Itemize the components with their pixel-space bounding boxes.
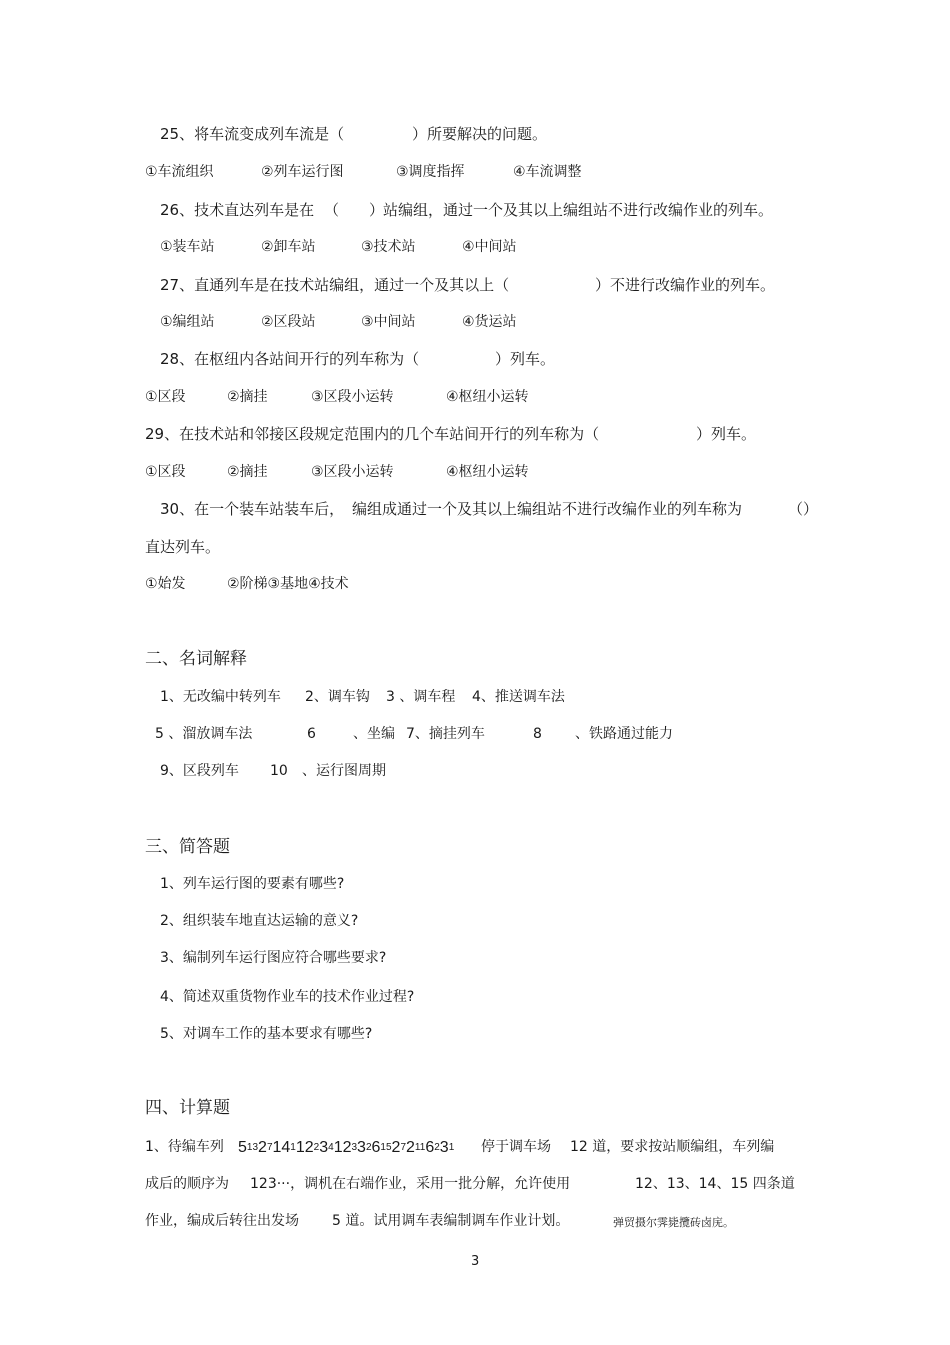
question-2: 2、组织装车地直达运输的意义? <box>160 913 359 929</box>
seq-8: 3 <box>319 1139 329 1156</box>
q25-stem: 25、将车流变成列车流是（ <box>160 125 345 143</box>
calc-p3-note: 弹贸摄尔霁毙攬砖卤庑。 <box>613 1216 734 1229</box>
calc-p2-mid: 123···，调机在右端作业，采用一批分解，允许使用 <box>250 1176 571 1192</box>
q28-tail: ）列车。 <box>495 350 556 368</box>
q29-option-4: ④枢纽小运转 <box>446 464 529 480</box>
q26-option-2: ②卸车站 <box>261 239 316 255</box>
seq-11: 3 <box>351 1142 358 1153</box>
q25-option-4: ④车流调整 <box>513 164 582 180</box>
term-8-text: 、铁路通过能力 <box>575 726 673 742</box>
q29-tail: ）列车。 <box>696 425 757 443</box>
q27-stem: 27、直通列车是在技术站编组，通过一个及其以上（ <box>160 276 510 294</box>
term-3: 3 、调车程 <box>386 689 456 705</box>
seq-12: 3 <box>357 1139 366 1156</box>
term-8-number: 8 <box>533 726 542 742</box>
seq-16: 2 <box>391 1139 401 1156</box>
term-10-number: 10 <box>270 763 288 779</box>
seq-0: 5 <box>238 1139 247 1156</box>
seq-14: 6 <box>371 1139 381 1156</box>
seq-15: 15 <box>380 1142 392 1153</box>
seq-1: 13 <box>246 1142 259 1153</box>
q25-tail: ）所要解决的问题。 <box>412 125 548 143</box>
section2-title: 二、名词解释 <box>145 649 247 669</box>
seq-7: 2 <box>313 1142 320 1153</box>
q30-option-1: ①始发 <box>145 576 186 592</box>
q25-option-3: ③调度指挥 <box>396 164 465 180</box>
q29-option-2: ②摘挂 <box>227 464 268 480</box>
seq-3: 7 <box>266 1142 273 1153</box>
question-3: 3、编制列车运行图应符合哪些要求? <box>160 950 387 966</box>
question-1: 1、列车运行图的要素有哪些? <box>160 876 345 892</box>
seq-2: 2 <box>258 1139 267 1156</box>
q28-stem: 28、在枢纽内各站间开行的列车称为（ <box>160 350 420 368</box>
seq-4: 14 <box>272 1139 291 1156</box>
seq-5: 1 <box>290 1142 296 1153</box>
term-4: 4、推送调车法 <box>472 689 565 705</box>
calc-p1-tail: 12 道，要求按站顺编组，车列编 <box>570 1139 775 1155</box>
q30-paren: （） <box>788 500 819 518</box>
q26-option-3: ③技术站 <box>361 239 416 255</box>
q26-option-4: ④中间站 <box>462 239 517 255</box>
seq-20: 6 <box>425 1139 435 1156</box>
q30-stem: 30、在一个装车站装车后， <box>160 500 345 518</box>
q27-tail: ）不进行改编作业的列车。 <box>595 276 776 294</box>
calc-p2-lead: 成后的顺序为 <box>145 1176 229 1192</box>
q29-option-3: ③区段小运转 <box>311 464 394 480</box>
q28-option-1: ①区段 <box>145 389 186 405</box>
q27-option-4: ④货运站 <box>462 314 517 330</box>
calc-p1-lead: 1、待编车列 <box>145 1139 224 1155</box>
section3-title: 三、简答题 <box>145 837 230 857</box>
calc-p2-tail: 12、13、14、15 四条道 <box>635 1176 795 1192</box>
seq-13: 2 <box>365 1142 372 1153</box>
seq-18: 2 <box>406 1139 415 1156</box>
question-4: 4、简述双重货物作业车的技术作业过程? <box>160 989 415 1005</box>
calc-p3-mid: 5 道。试用调车表编制调车作业计划。 <box>332 1213 570 1229</box>
q26-tail: 站编组，通过一个及其以上编组站不进行改编作业的列车。 <box>383 201 774 219</box>
calc-p3-lead: 作业，编成后转往出发场 <box>145 1213 299 1229</box>
term-5: 5 、溜放调车法 <box>155 726 253 742</box>
seq-9: 4 <box>328 1142 334 1153</box>
q28-option-3: ③区段小运转 <box>311 389 394 405</box>
term-9: 9、区段列车 <box>160 763 239 779</box>
q29-stem: 29、在技术站和邻接区段规定范围内的几个车站间开行的列车称为（ <box>145 425 600 443</box>
term-10-text: 、运行图周期 <box>302 763 386 779</box>
q25-option-1: ①车流组织 <box>145 164 214 180</box>
q27-option-2: ②区段站 <box>261 314 316 330</box>
q25-option-2: ②列车运行图 <box>261 164 344 180</box>
calc-p1-mid: 停于调车场 <box>481 1139 551 1155</box>
term-2: 2、调车钩 <box>305 689 370 705</box>
seq-17: 7 <box>400 1142 407 1153</box>
car-sequence <box>238 1137 454 1160</box>
seq-23: 1 <box>448 1142 455 1153</box>
question-5: 5、对调车工作的基本要求有哪些? <box>160 1026 373 1042</box>
seq-21: 2 <box>434 1142 440 1153</box>
q26-stem: 26、技术直达列车是在 <box>160 201 315 219</box>
q30-option-2: ②阶梯③基地④技术 <box>227 576 349 592</box>
q27-option-1: ①编组站 <box>160 314 215 330</box>
seq-19: 11 <box>414 1142 426 1153</box>
seq-22: 3 <box>439 1139 449 1156</box>
q30-line2: 直达列车。 <box>145 538 221 556</box>
seq-6: 12 <box>295 1139 314 1156</box>
seq-10: 12 <box>333 1139 352 1156</box>
term-7: 7、摘挂列车 <box>406 726 485 742</box>
term-6-text: 、坐编 <box>353 726 395 742</box>
q27-option-3: ③中间站 <box>361 314 416 330</box>
q26-paren: （ ） <box>324 201 385 219</box>
page-number: 3 <box>471 1254 480 1269</box>
section4-title: 四、计算题 <box>145 1098 230 1118</box>
q28-option-4: ④枢纽小运转 <box>446 389 529 405</box>
term-6-number: 6 <box>307 726 316 742</box>
q29-option-1: ①区段 <box>145 464 186 480</box>
q26-option-1: ①装车站 <box>160 239 215 255</box>
q28-option-2: ②摘挂 <box>227 389 268 405</box>
q30-mid: 编组成通过一个及其以上编组站不进行改编作业的列车称为 <box>352 500 743 518</box>
term-1: 1、无改编中转列车 <box>160 689 281 705</box>
